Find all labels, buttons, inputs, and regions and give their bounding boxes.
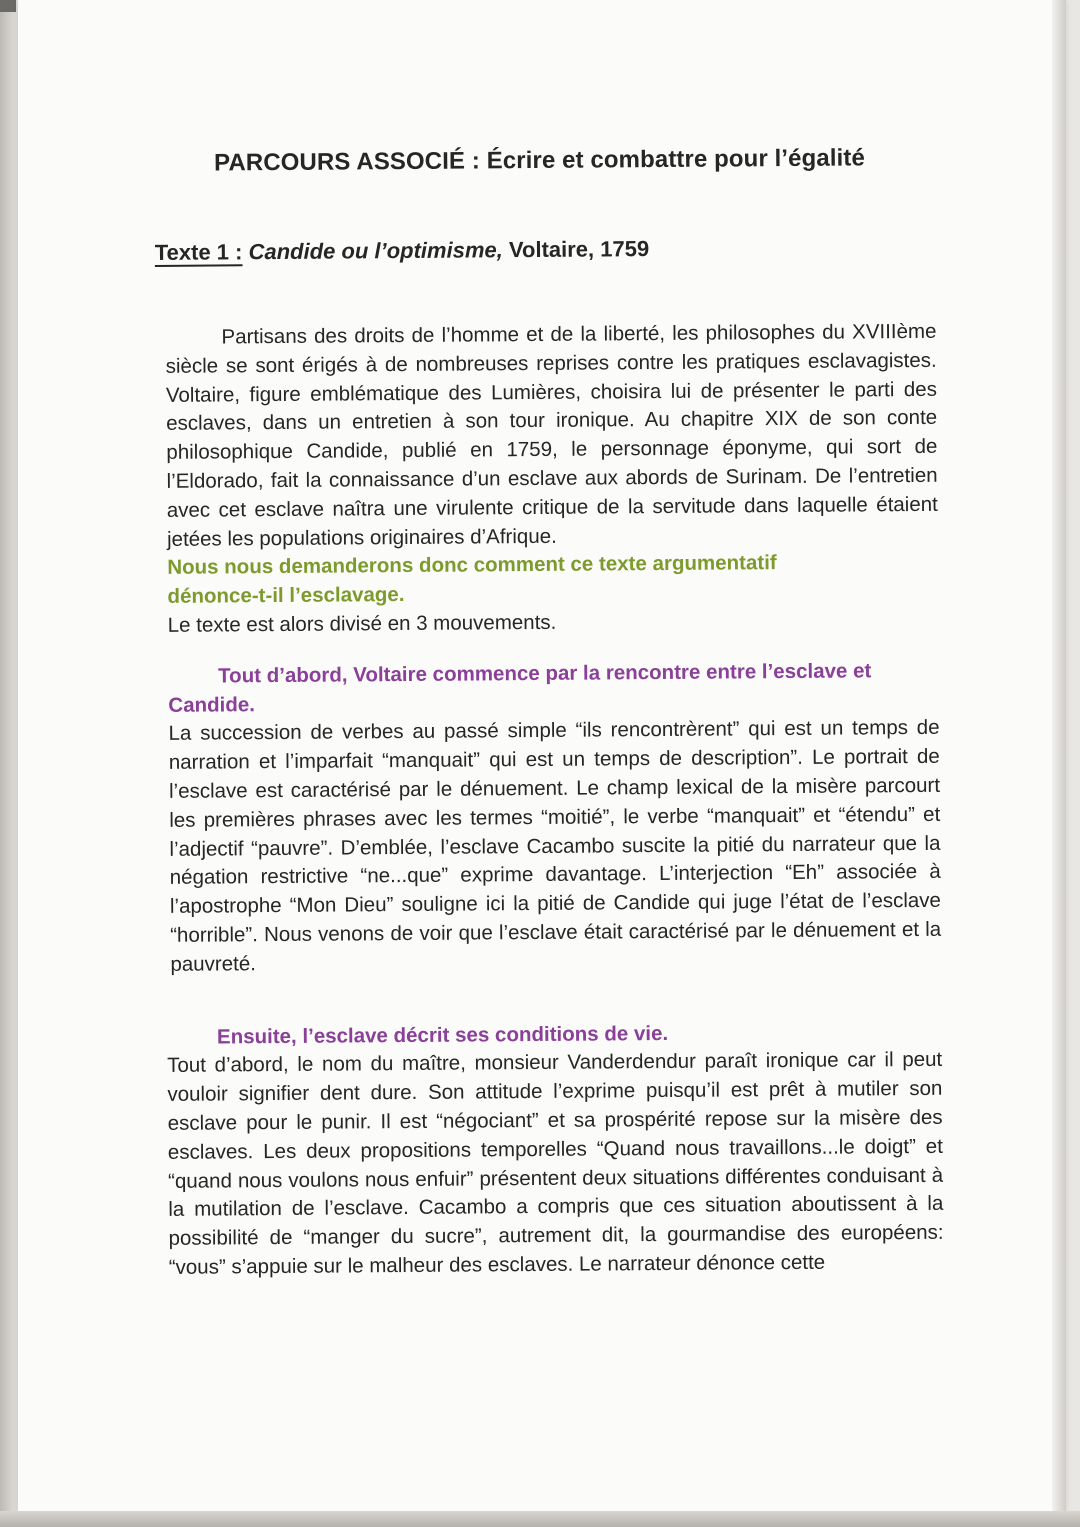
work-title: Candide ou l’optimisme, [248,237,503,265]
movement-1-body: La succession de verbes au passé simple “ils rencontrèrent” qui est un temps de narration et l’imparfait “manquait” qui est un temps de description”. Le portrait de l’esclave est caractérisé par le dénuement. Le champ lexical de la misère parcourt les premières phrases avec les termes “moitié”, le verbe “manquait” et “étendu” et l’adjectif “pauvre”. D’emblée, l’esclave Cacambo suscite la pitié du narrateur que la négation restrictive “ne...que” exprime davantage. L’interjection “Eh” associée à l’apostrophe “Mon Dieu” souligne ici la pitié de Candide qui juge l’état de l’esclave “horrible”. Nous venons de voir que l’esclave était caractérisé par le dénuement et la pauvreté. [168,716,942,976]
problematique: Nous nous demanderons donc comment ce texte argumentatif dénonce-t-il l’esclavage. [167,551,777,609]
top-left-mark [0,0,16,12]
movement-1-heading: Tout d’abord, Voltaire commence par la rencontre entre l’esclave et Candide. [168,659,872,717]
author-year: Voltaire, 1759 [508,236,650,263]
page-title: PARCOURS ASSOCIÉ : Écrire et combattre pour l’égalité [213,144,865,177]
movement-2-body: Tout d’abord, le nom du maître, monsieur Vanderdendur paraît ironique car il peut vouloir signifier dent dure. Son attitude l’exprime puisqu’il est prêt à mutiler son esclave pour le punir. Il est “négociant” et sa prospérité repose sur la misère des esclaves. Les deux propositions temporelles “Quand nous travaillons...le doigt” et “quand nous voulons nous enfuir” présentent deux situations différentes conduisant à la mutilation de l’esclave. Cacambo a compris que ces situation aboutissent à la possibilité de “manger du sucre”, autrement dit, la gourmandise des européens: “vous” s’appuie sur le malheur des esclaves. Le narrateur dénonce cette [167,1048,944,1279]
document-content [150,144,944,1283]
text-heading [155,234,936,266]
intro-paragraph: Partisans des droits de l’homme et de la liberté, les philosophes du XVIIIème siècle se sont érigés à de nombreuses reprises contre les pratiques esclavagistes. Voltaire, figure emblématique des Lumières, choisira lui de présenter le parti des esclaves, dans un entretien à son tour ironique. Au chapitre XIX de son conte philosophique Candide, publié en 1759, le personnage éponyme, qui sort de l’Eldorado, fait la connaissance d’un esclave aux abords de Surinam. De l’entretien avec cet esclave naîtra une virulente critique de la servitude dans laquelle étaient jetées les populations originaires d’Afrique. [165,319,938,551]
left-page-shadow [0,0,18,1527]
movement-2-heading: Ensuite, l’esclave décrit ses conditions de vie. [216,1021,669,1049]
bottom-page-shadow [0,1511,1080,1527]
text-label: Texte 1 : [154,239,243,265]
right-page-edge [1052,0,1066,1527]
plan-sentence: Le texte est alors divisé en 3 mouvements. [167,610,557,637]
